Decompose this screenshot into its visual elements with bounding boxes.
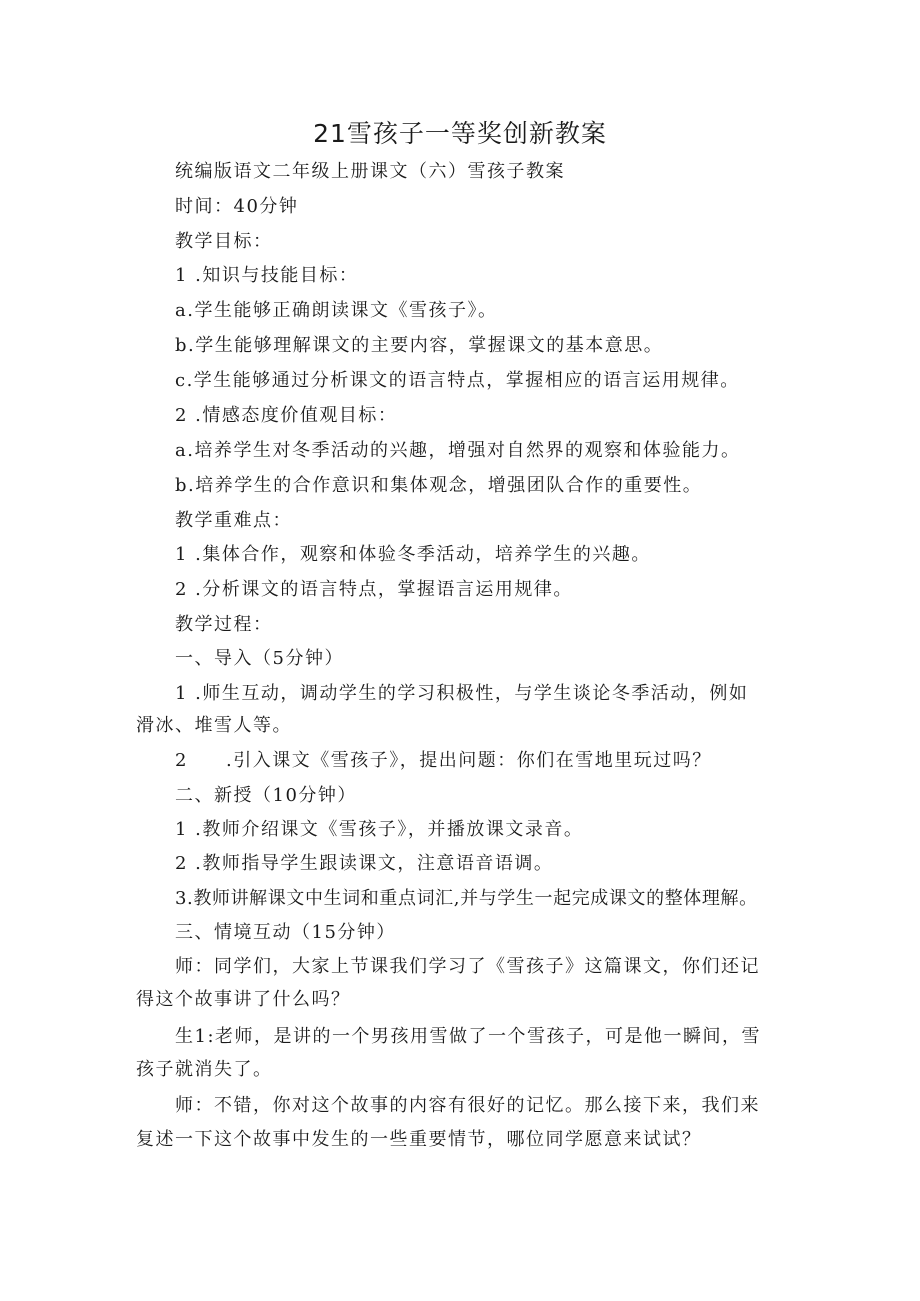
text-line: 一、导入（5分钟） [175,648,344,669]
text-line: 3.教师讲解课文中生词和重点词汇,并与学生一起完成课文的整体理解。 [175,888,758,909]
text-line: a.学生能够正确朗读课文《雪孩子》。 [175,300,498,321]
text-line: a.培养学生对冬季活动的兴趣，增强对自然界的观察和体验能力。 [175,440,741,461]
text-line: 2 .分析课文的语言特点，掌握语言运用规律。 [175,579,573,600]
text-line: b.培养学生的合作意识和集体观念，增强团队合作的重要性。 [175,475,703,496]
text-line: 三、情境互动（15分钟） [175,922,396,943]
text-line: 师：同学们，大家上节课我们学习了《雪孩子》这篇课文，你们还记 [175,956,760,977]
text-line: 2 .教师指导学生跟读课文，注意语音语调。 [175,853,554,874]
document-title: 21雪孩子一等奖创新教案 [313,119,607,148]
text-line: 2 .情感态度价值观目标： [175,405,398,426]
text-line: 二、新授（10分钟） [175,785,357,806]
text-line: 2 [175,750,188,771]
text-line: 复述一下这个故事中发生的一些重要情节，哪位同学愿意来试试？ [136,1129,702,1150]
text-line: 教学重难点： [175,510,292,531]
text-line: b.学生能够理解课文的主要内容，掌握课文的基本意思。 [175,335,664,356]
text-line: 1 .知识与技能目标： [175,265,359,286]
text-line: 时间：40分钟 [175,196,299,217]
text-line: 1 .师生互动，调动学生的学习积极性，与学生谈论冬季活动，例如 [175,683,749,704]
text-line: 1 .集体合作，观察和体验冬季活动，培养学生的兴趣。 [175,544,651,565]
text-line: 教学目标： [175,231,273,252]
text-line: c.学生能够通过分析课文的语言特点，掌握相应的语言运用规律。 [175,370,740,391]
text-line: 师：不错，你对这个故事的内容有很好的记忆。那么接下来，我们来 [175,1095,760,1116]
text-line: 教学过程： [175,614,273,635]
text-line: .引入课文《雪孩子》，提出问题：你们在雪地里玩过吗？ [226,750,712,771]
text-line: 孩子就消失了。 [136,1059,273,1080]
text-line: 1 .教师介绍课文《雪孩子》，并播放课文录音。 [175,819,584,840]
text-line: 生1:老师，是讲的一个男孩用雪做了一个雪孩子，可是他一瞬间，雪 [175,1026,762,1047]
text-line: 得这个故事讲了什么吗？ [136,989,351,1010]
text-line: 滑冰、堆雪人等。 [136,715,292,736]
text-line: 统编版语文二年级上册课文（六）雪孩子教案 [175,161,565,182]
